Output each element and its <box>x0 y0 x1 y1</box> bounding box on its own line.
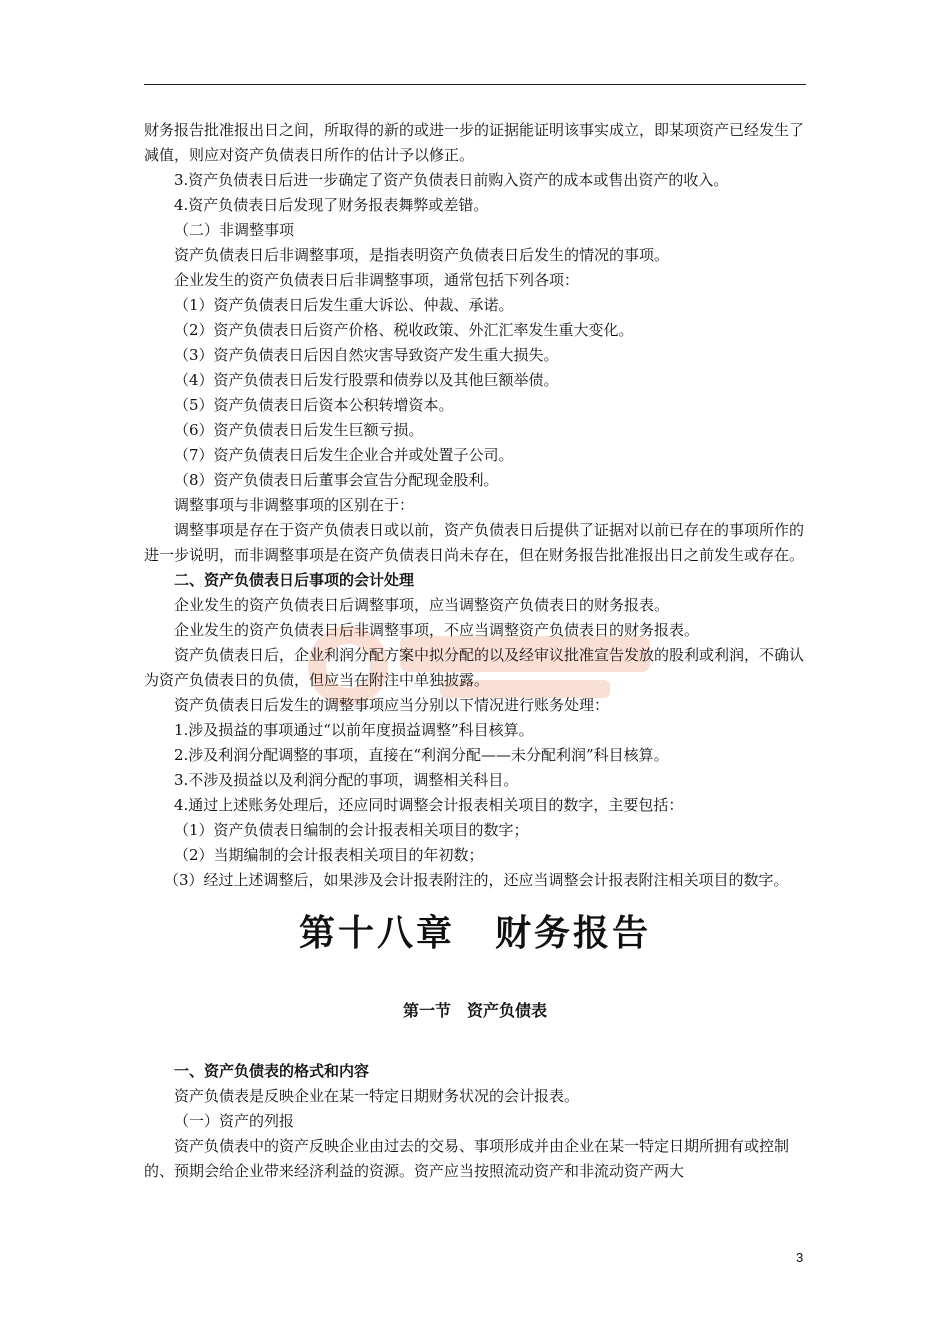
section-number: 第一节 <box>402 1001 451 1020</box>
list-item: （3）资产负债表日后因自然灾害导致资产发生重大损失。 <box>174 346 559 364</box>
list-item: （7）资产负债表日后发生企业合并或处置子公司。 <box>174 446 514 464</box>
page-number: 3 <box>796 1250 804 1265</box>
paragraph: 资产负债表日后非调整事项，是指表明资产负债表日后发生的情况的事项。 <box>174 246 670 264</box>
list-item: （1）资产负债表日编制的会计报表相关项目的数字； <box>174 821 529 839</box>
paragraph: 资产负债表日后发生的调整事项应当分别以下情况进行账务处理： <box>174 696 610 714</box>
chapter-number: 第十八章 <box>298 912 455 954</box>
paragraph: 财务报告批准报出日之间，所取得的新的或进一步的证据能证明该事实成立，即某项资产已经发生了减值，则应对资产负债表日所作的估计予以修正。 <box>144 121 805 164</box>
paragraph: 3.资产负债表日后进一步确定了资产负债表日前购入资产的成本或售出资产的收入。 <box>174 171 729 189</box>
section-name: 资产负债表 <box>467 1001 548 1020</box>
list-item: （2）资产负债表日后资产价格、税收政策、外汇汇率发生重大变化。 <box>174 321 634 339</box>
list-item: （2）当期编制的会计报表相关项目的年初数； <box>174 846 484 864</box>
list-item: 1.涉及损益的事项通过“以前年度损益调整”科目核算。 <box>174 721 534 739</box>
list-item: （4）资产负债表日后发行股票和债券以及其他巨额举债。 <box>174 371 559 389</box>
paragraph: 资产负债表中的资产反映企业由过去的交易、事项形成并由企业在某一特定日期所拥有或控制的、预期会给企业带来经济利益的资源。资产应当按照流动资产和非流动资产两大 <box>144 1137 790 1180</box>
paragraph: 调整事项是存在于资产负债表日或以前，资产负债表日后提供了证据对以前已存在的事项所作的进一步说明，而非调整事项是在资产负债表日尚未存在，但在财务报告批准报出日之前发生或存在。 <box>144 521 805 564</box>
section-title <box>144 997 806 1025</box>
subheading: （二）非调整事项 <box>174 221 295 239</box>
chapter-name: 财务报告 <box>495 912 652 954</box>
subheading: （一）资产的列报 <box>174 1112 295 1130</box>
section-heading: 一、资产负债表的格式和内容 <box>174 1062 370 1080</box>
paragraph: 企业发生的资产负债表日后调整事项，应当调整资产负债表日的财务报表。 <box>174 596 670 614</box>
header-rule <box>144 84 806 85</box>
list-item: （5）资产负债表日后资本公积转增资本。 <box>174 396 454 414</box>
paragraph: 资产负债表是反映企业在某一特定日期财务状况的会计报表。 <box>174 1087 580 1105</box>
chapter-title <box>144 907 806 959</box>
section-heading: 二、资产负债表日后事项的会计处理 <box>174 571 415 589</box>
paragraph: 调整事项与非调整事项的区别在于： <box>174 496 415 514</box>
paragraph: 4.资产负债表日后发现了财务报表舞弊或差错。 <box>174 196 489 214</box>
list-item: 2.涉及利润分配调整的事项，直接在“利润分配——未分配利润”科目核算。 <box>174 746 669 764</box>
paragraph: 企业发生的资产负债表日后非调整事项，不应当调整资产负债表日的财务报表。 <box>174 621 700 639</box>
paragraph: 资产负债表日后，企业利润分配方案中拟分配的以及经审议批准宣告发放的股利或利润，不确认为资产负债表日的负债，但应当在附注中单独披露。 <box>144 646 805 689</box>
document-body <box>144 118 806 1184</box>
list-item: 3.不涉及损益以及利润分配的事项，调整相关科目。 <box>174 771 519 789</box>
list-item: （1）资产负债表日后发生重大诉讼、仲裁、承诺。 <box>174 296 514 314</box>
list-item: （3）经过上述调整后，如果涉及会计报表附注的，还应当调整会计报表附注相关项目的数字。 <box>164 871 789 889</box>
list-item: 4.通过上述账务处理后，还应同时调整会计报表相关项目的数字，主要包括： <box>174 796 684 814</box>
paragraph: 企业发生的资产负债表日后非调整事项，通常包括下列各项： <box>174 271 580 289</box>
list-item: （6）资产负债表日后发生巨额亏损。 <box>174 421 424 439</box>
list-item: （8）资产负债表日后董事会宣告分配现金股利。 <box>174 471 499 489</box>
